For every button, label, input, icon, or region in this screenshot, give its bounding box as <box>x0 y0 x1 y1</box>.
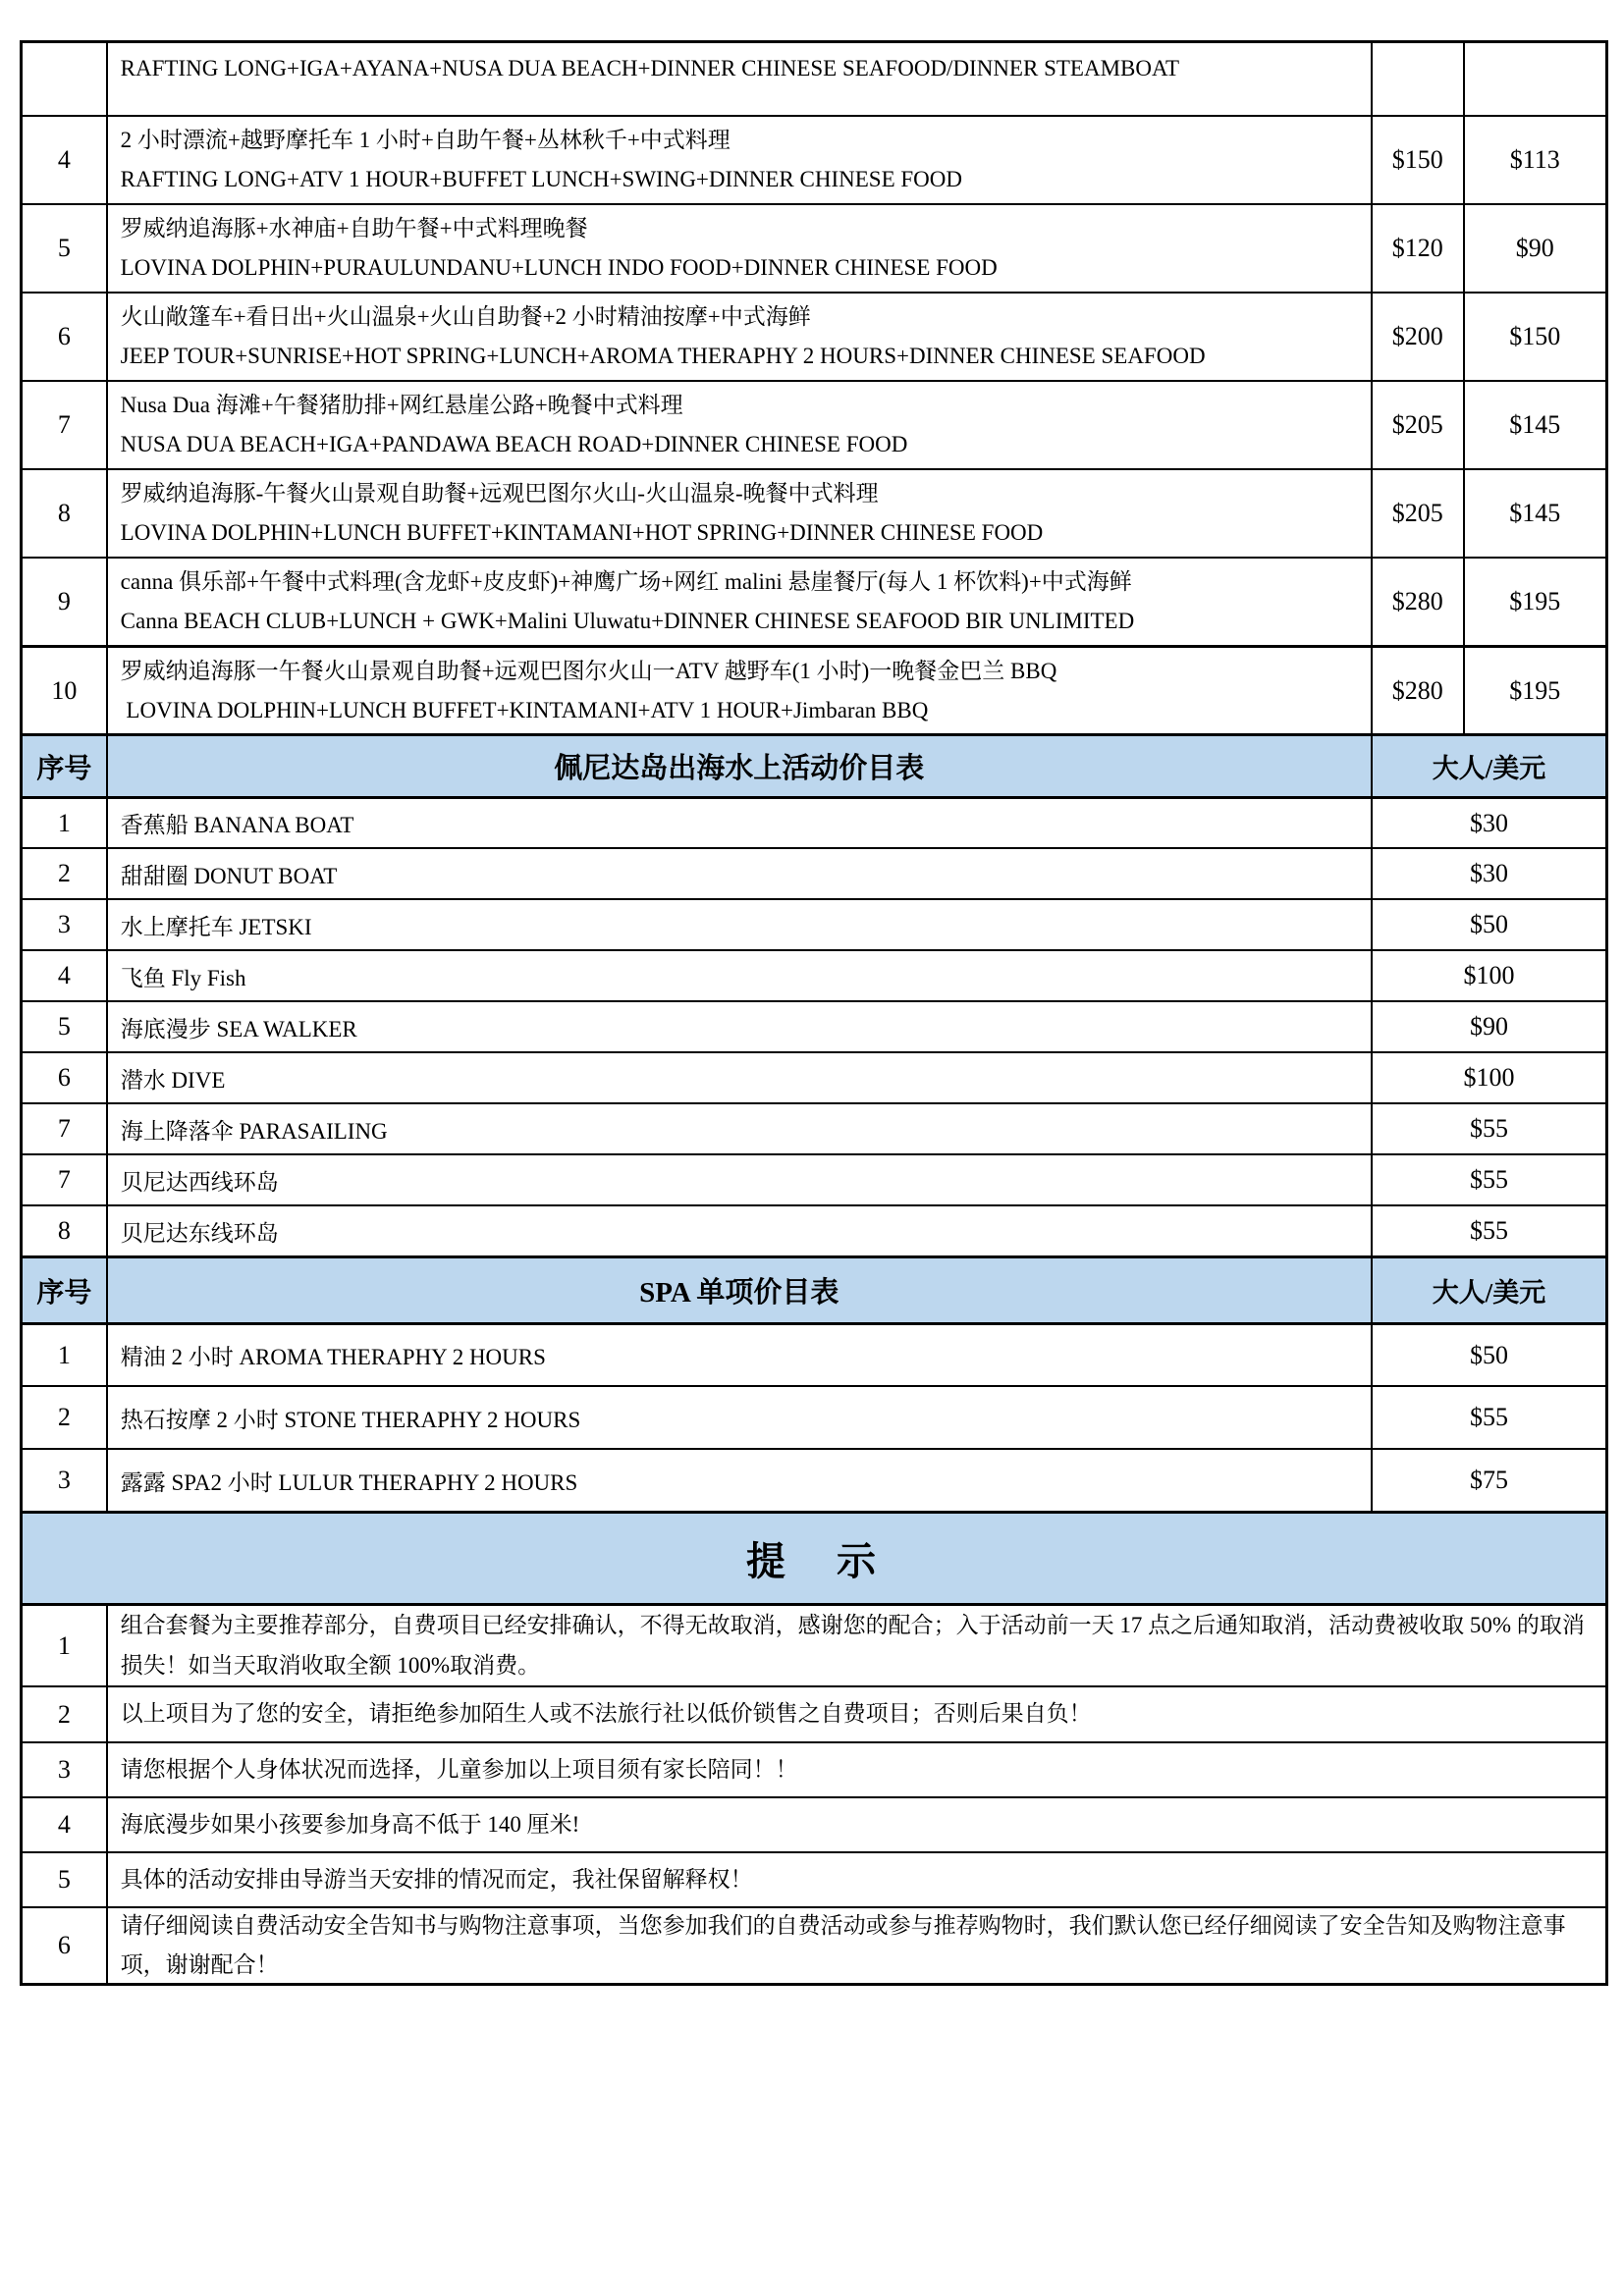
package-name-cn: Nusa Dua 海滩+午餐猪肋排+网红悬崖公路+晚餐中式料理 <box>120 393 683 418</box>
table-row-spa-1 <box>23 1322 1605 1385</box>
row-number-cell: 2 <box>57 1403 71 1431</box>
table-row-water-3 <box>23 898 1605 949</box>
column-header-price: 大人/美元 <box>1371 1258 1605 1322</box>
package-description-cell <box>106 470 1371 557</box>
row-number-cell: 6 <box>57 1063 71 1092</box>
price-adult-cell: $120 <box>1371 205 1463 292</box>
row-number-cell: 3 <box>57 1755 71 1784</box>
activity-name-cell: 飞鱼 Fly Fish <box>106 951 1371 1000</box>
price-child-cell: $150 <box>1463 294 1605 380</box>
price-cell: $50 <box>1371 900 1605 949</box>
activity-name-cell: 水上摩托车 JETSKI <box>106 900 1371 949</box>
price-adult-cell: $205 <box>1371 470 1463 557</box>
price-child-cell: $195 <box>1463 648 1605 733</box>
price-child-cell: $195 <box>1463 559 1605 645</box>
spa-name-cell: 露露 SPA2 小时 LULUR THERAPHY 2 HOURS <box>106 1450 1371 1511</box>
package-description-cell <box>106 294 1371 380</box>
table-row-package-6 <box>23 292 1605 380</box>
row-number-cell: 5 <box>57 234 71 262</box>
activity-name-cell: 贝尼达东线环岛 <box>106 1206 1371 1255</box>
package-name-en: Canna BEACH CLUB+LUNCH + GWK+Malini Uluwatu+DINNER CHINESE SEAFOOD BIR UNLIMITED <box>120 609 1135 634</box>
water-section-title: 佩尼达岛出海水上活动价目表 <box>106 736 1371 796</box>
row-number-cell <box>23 43 106 115</box>
row-number-cell: 1 <box>57 1340 71 1369</box>
table-row-notice-6 <box>23 1906 1605 1983</box>
row-number-cell: 9 <box>57 587 71 615</box>
price-adult-cell <box>1371 43 1463 115</box>
price-cell: $30 <box>1371 799 1605 847</box>
activity-name-cell: 潜水 DIVE <box>106 1053 1371 1102</box>
column-header-number: 序号 <box>36 753 92 784</box>
table-row-water-5 <box>23 1000 1605 1051</box>
notice-section-header <box>23 1511 1605 1603</box>
spa-section-header <box>23 1255 1605 1322</box>
table-row-notice-3 <box>23 1741 1605 1796</box>
price-cell: $55 <box>1371 1155 1605 1204</box>
row-number-cell: 6 <box>57 322 71 350</box>
price-table <box>20 40 1608 1986</box>
row-number-cell: 1 <box>57 808 71 837</box>
package-description-cell <box>106 205 1371 292</box>
table-row-water-6 <box>23 1051 1605 1102</box>
price-child-cell <box>1463 43 1605 115</box>
notice-text-cell: 请仔细阅读自费活动安全告知书与购物注意事项，当您参加我们的自费活动或参与推荐购物时，我们默认您已经仔细阅读了安全告知及购物注意事项，谢谢配合！ <box>106 1908 1605 1983</box>
water-section-header <box>23 733 1605 796</box>
activity-name-cell: 甜甜圈 DONUT BOAT <box>106 849 1371 898</box>
package-name-cn: 2 小时漂流+越野摩托车 1 小时+自助午餐+丛林秋千+中式料理 <box>120 128 731 153</box>
table-row-package-3-continued <box>23 43 1605 115</box>
notice-text-cell: 具体的活动安排由导游当天安排的情况而定，我社保留解释权！ <box>106 1853 1605 1906</box>
row-number-cell: 2 <box>57 859 71 887</box>
row-number-cell: 4 <box>57 145 71 174</box>
price-adult-cell: $280 <box>1371 648 1463 733</box>
table-row-spa-2 <box>23 1385 1605 1448</box>
activity-name-cell: 贝尼达西线环岛 <box>106 1155 1371 1204</box>
notice-text-cell: 海底漫步如果小孩要参加身高不低于 140 厘米! <box>106 1798 1605 1851</box>
notice-text-cell: 以上项目为了您的安全，请拒绝参加陌生人或不法旅行社以低价锁售之自费项目；否则后果自负！ <box>106 1687 1605 1741</box>
package-name-cn: 火山敞篷车+看日出+火山温泉+火山自助餐+2 小时精油按摩+中式海鲜 <box>120 304 811 330</box>
row-number-cell: 4 <box>57 961 71 989</box>
price-cell: $100 <box>1371 1053 1605 1102</box>
table-row-package-5 <box>23 203 1605 292</box>
table-row-water-7b <box>23 1153 1605 1204</box>
price-adult-cell: $150 <box>1371 117 1463 203</box>
package-name-en: LOVINA DOLPHIN+PURAULUNDANU+LUNCH INDO FOOD+DINNER CHINESE FOOD <box>120 255 998 281</box>
price-cell: $100 <box>1371 951 1605 1000</box>
price-child-cell: $145 <box>1463 470 1605 557</box>
row-number-cell: 7 <box>57 410 71 439</box>
package-name-en: NUSA DUA BEACH+IGA+PANDAWA BEACH ROAD+DINNER CHINESE FOOD <box>120 432 908 457</box>
spa-section-title: SPA 单项价目表 <box>106 1258 1371 1322</box>
price-cell: $50 <box>1371 1325 1605 1385</box>
table-row-water-7 <box>23 1102 1605 1153</box>
table-row-water-1 <box>23 796 1605 847</box>
package-name-en: RAFTING LONG+IGA+AYANA+NUSA DUA BEACH+DINNER CHINESE SEAFOOD/DINNER STEAMBOAT <box>120 56 1180 80</box>
package-description-cell <box>106 559 1371 645</box>
package-name-en: JEEP TOUR+SUNRISE+HOT SPRING+LUNCH+AROMA THERAPHY 2 HOURS+DINNER CHINESE SEAFOOD <box>120 344 1206 369</box>
price-child-cell: $113 <box>1463 117 1605 203</box>
activity-name-cell: 香蕉船 BANANA BOAT <box>106 799 1371 847</box>
spa-name-cell: 热石按摩 2 小时 STONE THERAPHY 2 HOURS <box>106 1387 1371 1448</box>
table-row-package-4 <box>23 115 1605 203</box>
price-adult-cell: $280 <box>1371 559 1463 645</box>
activity-name-cell: 海上降落伞 PARASAILING <box>106 1104 1371 1153</box>
package-description-cell <box>106 648 1371 733</box>
table-row-package-10 <box>23 645 1605 733</box>
package-name-en: LOVINA DOLPHIN+LUNCH BUFFET+KINTAMANI+HOT SPRING+DINNER CHINESE FOOD <box>120 520 1044 546</box>
row-number-cell: 5 <box>57 1012 71 1041</box>
notice-text-cell: 组合套餐为主要推荐部分，自费项目已经安排确认，不得无故取消，感谢您的配合；入于活动前一天 17 点之后通知取消，活动费被收取 50% 的取消损失！如当天取消收取全额 100%取消费。 <box>106 1606 1605 1685</box>
package-name-cn: 罗威纳追海豚+水神庙+自助午餐+中式料理晚餐 <box>120 216 588 241</box>
table-row-spa-3 <box>23 1448 1605 1511</box>
activity-name-cell: 海底漫步 SEA WALKER <box>106 1002 1371 1051</box>
row-number-cell: 3 <box>57 1466 71 1494</box>
table-row-water-4 <box>23 949 1605 1000</box>
row-number-cell: 7 <box>57 1165 71 1194</box>
package-description-cell <box>106 43 1371 115</box>
row-number-cell: 1 <box>57 1630 71 1660</box>
row-number-cell: 2 <box>57 1699 71 1729</box>
row-number-cell: 8 <box>57 499 71 527</box>
price-cell: $55 <box>1371 1387 1605 1448</box>
package-name-en: LOVINA DOLPHIN+LUNCH BUFFET+KINTAMANI+ATV 1 HOUR+Jimbaran BBQ <box>120 697 929 722</box>
column-header-number: 序号 <box>36 1277 92 1308</box>
notice-title: 提 示 <box>746 1539 882 1583</box>
table-row-notice-2 <box>23 1685 1605 1741</box>
row-number-cell: 10 <box>51 675 78 705</box>
table-row-package-8 <box>23 468 1605 557</box>
package-name-cn: 罗威纳追海豚-午餐火山景观自助餐+远观巴图尔火山-火山温泉-晚餐中式料理 <box>120 481 879 507</box>
column-header-price: 大人/美元 <box>1371 736 1605 796</box>
row-number-cell: 6 <box>57 1931 71 1959</box>
table-row-notice-1 <box>23 1603 1605 1685</box>
price-cell: $90 <box>1371 1002 1605 1051</box>
notice-text-cell: 请您根据个人身体状况而选择，儿童参加以上项目须有家长陪同！！ <box>106 1743 1605 1796</box>
table-row-package-7 <box>23 380 1605 468</box>
price-cell: $30 <box>1371 849 1605 898</box>
price-cell: $75 <box>1371 1450 1605 1511</box>
price-adult-cell: $200 <box>1371 294 1463 380</box>
package-name-en: RAFTING LONG+ATV 1 HOUR+BUFFET LUNCH+SWING+DINNER CHINESE FOOD <box>120 167 963 192</box>
table-row-notice-5 <box>23 1851 1605 1906</box>
package-name-cn: 罗威纳追海豚一午餐火山景观自助餐+远观巴图尔火山一ATV 越野车(1 小时)一晚餐金巴兰 BBQ <box>120 659 1057 684</box>
row-number-cell: 5 <box>57 1865 71 1894</box>
row-number-cell: 7 <box>57 1114 71 1143</box>
row-number-cell: 3 <box>57 910 71 938</box>
price-cell: $55 <box>1371 1206 1605 1255</box>
table-row-notice-4 <box>23 1796 1605 1851</box>
price-child-cell: $90 <box>1463 205 1605 292</box>
table-row-package-9 <box>23 557 1605 645</box>
row-number-cell: 8 <box>57 1216 71 1245</box>
spa-name-cell: 精油 2 小时 AROMA THERAPHY 2 HOURS <box>106 1325 1371 1385</box>
price-cell: $55 <box>1371 1104 1605 1153</box>
table-row-water-2 <box>23 847 1605 898</box>
package-description-cell <box>106 382 1371 468</box>
price-adult-cell: $205 <box>1371 382 1463 468</box>
row-number-cell: 4 <box>57 1810 71 1839</box>
package-description-cell <box>106 117 1371 203</box>
price-child-cell: $145 <box>1463 382 1605 468</box>
package-name-cn: canna 俱乐部+午餐中式料理(含龙虾+皮皮虾)+神鹰广场+网红 malini 悬崖餐厅(每人 1 杯饮料)+中式海鲜 <box>120 569 1132 595</box>
table-row-water-8 <box>23 1204 1605 1255</box>
